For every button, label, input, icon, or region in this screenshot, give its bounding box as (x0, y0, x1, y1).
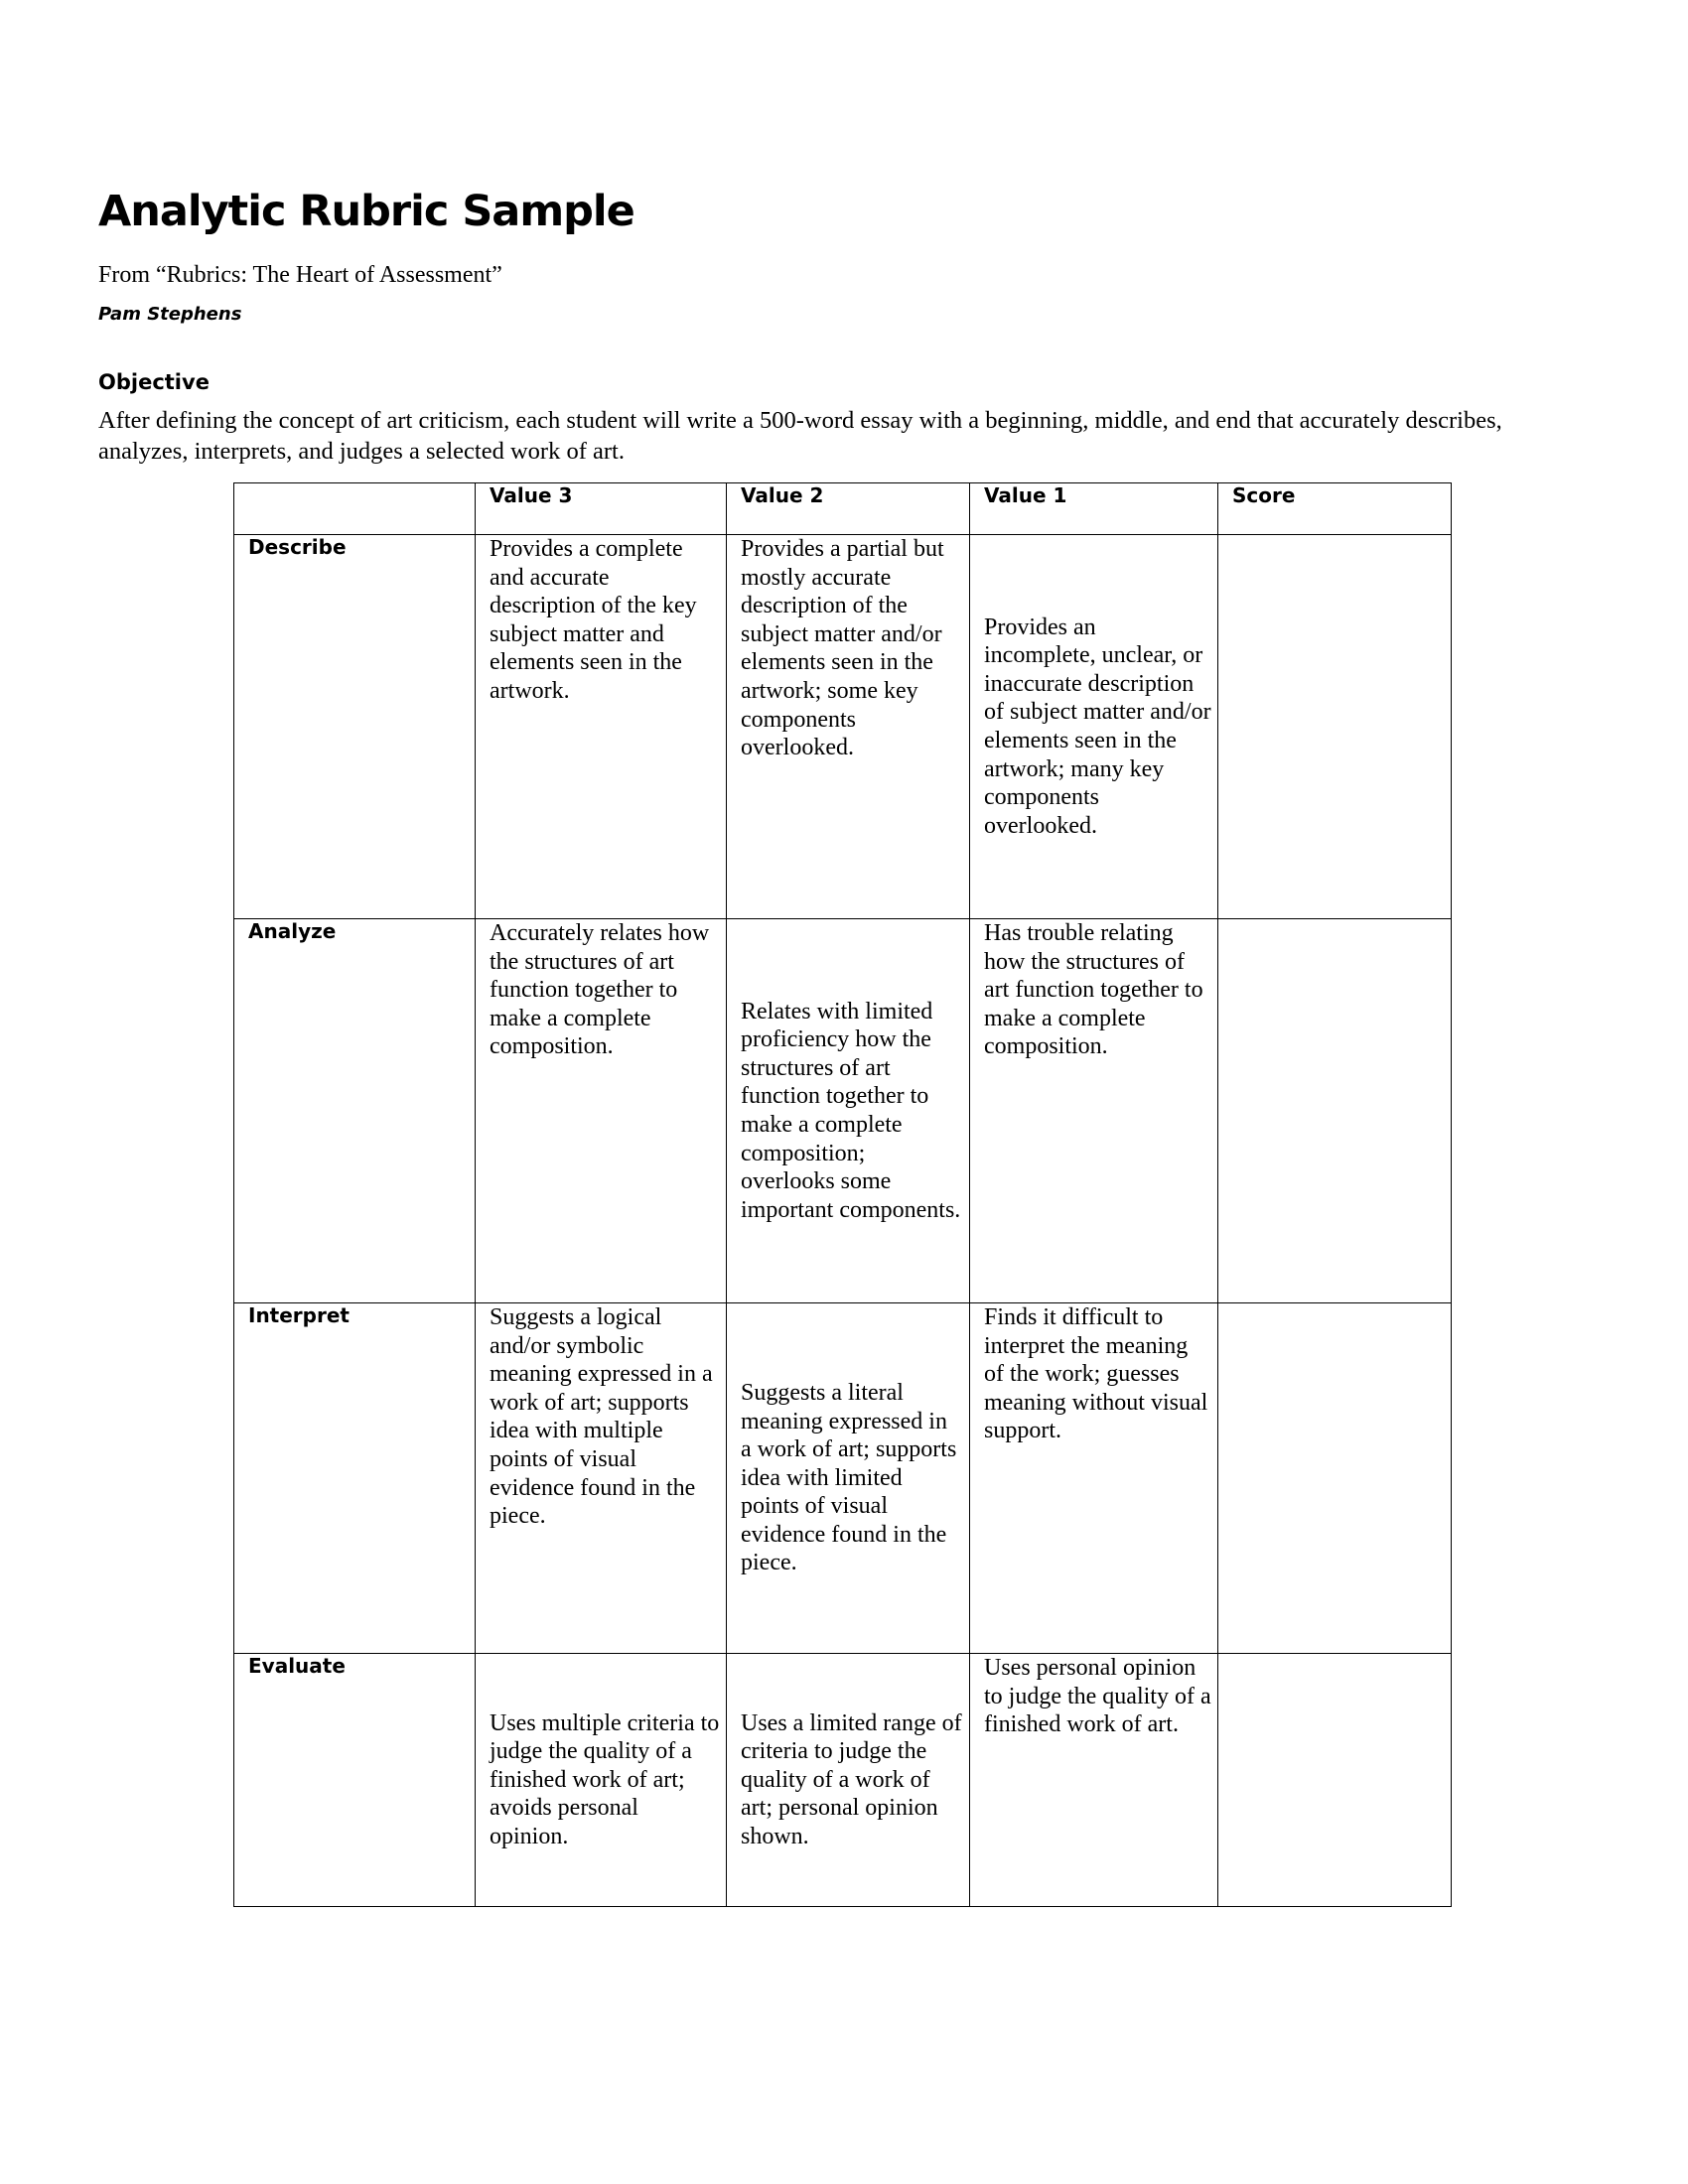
value-3-cell: Uses multiple criteria to judge the quality of a finished work of art; avoids personal opinion. (476, 1654, 727, 1907)
criterion-label: Interpret (234, 1303, 476, 1654)
value-2-cell: Uses a limited range of criteria to judge the quality of a work of art; personal opinion shown. (727, 1654, 970, 1907)
rubric-row-evaluate (234, 1654, 1452, 1907)
criterion-label: Describe (234, 535, 476, 919)
score-cell[interactable] (1218, 1303, 1452, 1654)
value-2-cell: Provides a partial but mostly accurate description of the subject matter and/or elements seen in the artwork; some key components overlooked. (727, 535, 970, 919)
header-value-1: Value 1 (970, 483, 1218, 535)
author-name: Pam Stephens (98, 304, 242, 325)
rubric-row-describe (234, 535, 1452, 919)
value-1-cell: Finds it difficult to interpret the meaning of the work; guesses meaning without visual support. (970, 1303, 1218, 1654)
rubric-table (233, 482, 1452, 1907)
header-score: Score (1218, 483, 1452, 535)
value-1-cell: Uses personal opinion to judge the quality of a finished work of art. (970, 1654, 1218, 1907)
objective-heading: Objective (98, 370, 210, 394)
page-title: Analytic Rubric Sample (98, 187, 634, 236)
value-1-cell: Has trouble relating how the structures of art function together to make a complete composition. (970, 919, 1218, 1303)
criterion-label: Analyze (234, 919, 476, 1303)
objective-text: After defining the concept of art criticism, each student will write a 500-word essay with a beginning, middle, and end that accurately describes, analyzes, interprets, and judges a selected work of art. (98, 407, 1502, 465)
value-2-cell: Suggests a literal meaning expressed in a work of art; supports idea with limited points of visual evidence found in the piece. (727, 1303, 970, 1654)
criterion-label: Evaluate (234, 1654, 476, 1907)
rubric-row-interpret (234, 1303, 1452, 1654)
value-3-cell: Provides a complete and accurate description of the key subject matter and elements seen in the artwork. (476, 535, 727, 919)
value-3-cell: Accurately relates how the structures of art function together to make a complete composition. (476, 919, 727, 1303)
source-line: From “Rubrics: The Heart of Assessment” (98, 262, 502, 288)
header-value-3: Value 3 (476, 483, 727, 535)
rubric-row-analyze (234, 919, 1452, 1303)
score-cell[interactable] (1218, 919, 1452, 1303)
value-1-cell: Provides an incomplete, unclear, or inaccurate description of subject matter and/or elements seen in the artwork; many key components overlooked. (970, 535, 1218, 919)
value-3-cell: Suggests a logical and/or symbolic meaning expressed in a work of art; supports idea with multiple points of visual evidence found in the piece. (476, 1303, 727, 1654)
value-2-cell: Relates with limited proficiency how the structures of art function together to make a complete composition; overlooks some important components. (727, 919, 970, 1303)
rubric-header-row (234, 483, 1452, 535)
score-cell[interactable] (1218, 1654, 1452, 1907)
header-value-2: Value 2 (727, 483, 970, 535)
score-cell[interactable] (1218, 535, 1452, 919)
header-criterion (234, 483, 476, 535)
